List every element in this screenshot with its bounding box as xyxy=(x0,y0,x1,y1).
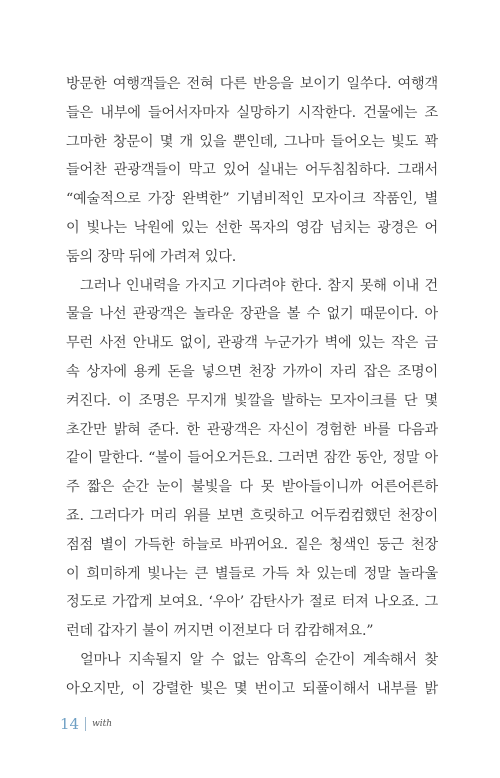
text-line: 그마한 창문이 몇 개 있을 뿐인데, 그나마 들어오는 빛도 꽉 xyxy=(66,133,438,150)
text-line: 같이 말한다. “불이 들어오거든요. 그러면 잠깐 동안, 정말 아 xyxy=(66,450,438,467)
text-line: 얼마나 지속될지 알 수 없는 암흑의 순간이 계속해서 찾 xyxy=(80,651,438,668)
text-line: 초간만 밝혀 준다. 한 관광객은 자신이 경험한 바를 다음과 xyxy=(66,421,438,438)
text-line: 둠의 장막 뒤에 가려져 있다. xyxy=(66,248,237,265)
text-line: 주 짧은 순간 눈이 불빛을 다 못 받아들이니까 어른어른하 xyxy=(66,479,438,496)
text-line: 점점 별이 가득한 하늘로 바뀌어요. 짙은 청색인 둥근 천장 xyxy=(66,536,438,553)
text-line: 켜진다. 이 조명은 무지개 빛깔을 발하는 모자이크를 단 몇 xyxy=(66,392,438,409)
text-line: 런데 갑자기 불이 꺼지면 이전보다 더 캄캄해져요.” xyxy=(66,623,374,640)
footer-divider xyxy=(85,717,86,731)
text-line: 그러나 인내력을 가지고 기다려야 한다. 참지 못해 이내 건 xyxy=(80,277,438,294)
text-line: 들은 내부에 들어서자마자 실망하기 시작한다. 건물에는 조 xyxy=(66,104,438,121)
page-number: 14 xyxy=(60,715,80,733)
text-line: 아오지만, 이 강렬한 빛은 몇 번이고 되풀이해서 내부를 밝 xyxy=(66,680,438,697)
text-line: 속 상자에 용케 돈을 넣으면 천장 가까이 자리 잡은 조명이 xyxy=(66,363,438,380)
body-text xyxy=(66,70,438,704)
text-line: 들어찬 관광객들이 막고 있어 실내는 어두침침하다. 그래서 xyxy=(66,162,438,179)
text-line: 방문한 여행객들은 전혀 다른 반응을 보이기 일쑤다. 여행객 xyxy=(66,76,438,92)
text-line: 무런 사전 안내도 없이, 관광객 누군가가 벽에 있는 작은 금 xyxy=(66,335,438,352)
text-line: 이 희미하게 빛나는 큰 별들로 가득 차 있는데 정말 놀라울 xyxy=(66,565,438,582)
text-line: “예술적으로 가장 완벽한” 기념비적인 모자이크 작품인, 별 xyxy=(66,191,438,208)
text-line: 물을 나선 관광객은 놀라운 장관을 볼 수 없기 때문이다. 아 xyxy=(66,306,438,323)
text-line: 정도로 가깝게 보여요. ‘우아’ 감탄사가 절로 터져 나오죠. 그 xyxy=(66,594,438,611)
running-title: with xyxy=(92,719,113,729)
text-line: 죠. 그러다가 머리 위를 보면 흐릿하고 어두컴컴했던 천장이 xyxy=(66,507,438,524)
page-footer xyxy=(60,714,112,734)
text-line: 이 빛나는 낙원에 있는 선한 목자의 영감 넘치는 광경은 어 xyxy=(66,219,438,236)
